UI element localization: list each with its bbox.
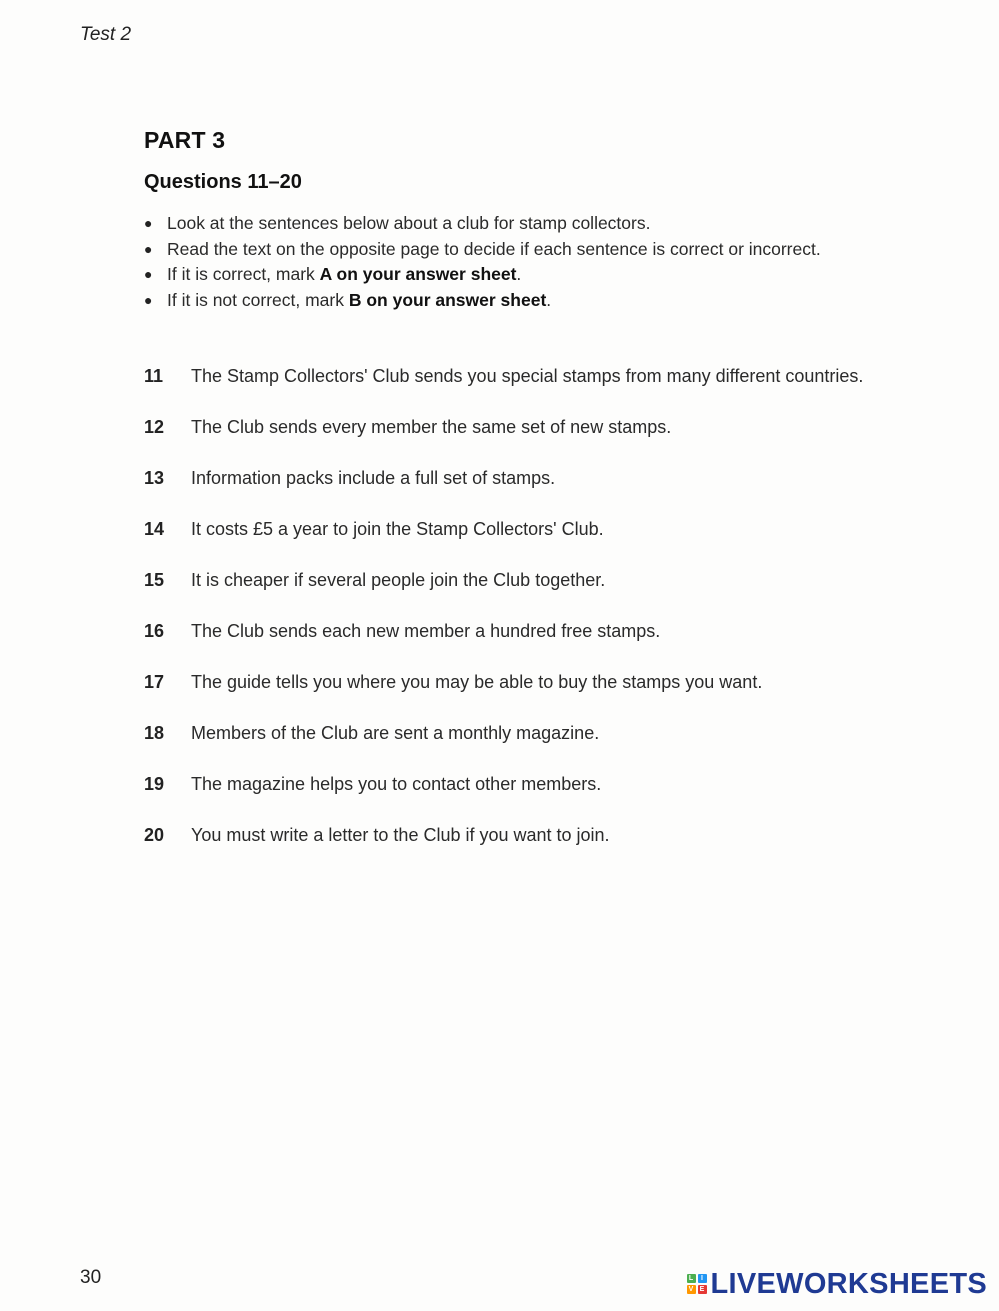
question-number: 17 bbox=[144, 672, 165, 692]
question-text: The Club sends every member the same set of new stamps. bbox=[191, 417, 672, 437]
part-title: PART 3 bbox=[144, 127, 226, 153]
question-item bbox=[144, 363, 863, 414]
question-item bbox=[144, 465, 863, 516]
question-text: The magazine helps you to contact other members. bbox=[191, 774, 602, 794]
logo-tile: V bbox=[687, 1285, 696, 1294]
question-item bbox=[144, 516, 863, 567]
question-text: You must write a letter to the Club if you want to join. bbox=[191, 825, 610, 845]
question-item bbox=[144, 669, 863, 720]
question-number: 20 bbox=[144, 825, 165, 845]
liveworksheets-logo-icon bbox=[687, 1274, 707, 1294]
instruction-bold-text: B on your answer sheet bbox=[348, 289, 547, 310]
instruction-text-end: . bbox=[546, 289, 552, 310]
liveworksheets-brand[interactable] bbox=[687, 1266, 988, 1302]
question-text: It costs £5 a year to join the Stamp Collectors' Club. bbox=[191, 519, 604, 539]
question-number: 19 bbox=[144, 774, 165, 794]
questions-heading: Questions 11–20 bbox=[144, 171, 302, 193]
question-text: Members of the Club are sent a monthly magazine. bbox=[191, 723, 600, 743]
instruction-text: If it is correct, mark bbox=[167, 264, 320, 284]
question-number: 14 bbox=[144, 519, 165, 539]
logo-tile: L bbox=[687, 1274, 696, 1283]
page-header: Test 2 bbox=[80, 24, 132, 45]
liveworksheets-wordmark: LIVEWORKSHEETS bbox=[710, 1268, 987, 1300]
question-item bbox=[144, 414, 863, 465]
instruction-item bbox=[144, 237, 821, 263]
instruction-bold-text: A on your answer sheet bbox=[319, 264, 517, 284]
logo-tile: E bbox=[698, 1285, 707, 1294]
question-number: 13 bbox=[144, 468, 165, 488]
instructions-list bbox=[144, 211, 821, 313]
instruction-text: If it is not correct, mark bbox=[167, 289, 349, 310]
bullet-icon: ● bbox=[144, 266, 153, 282]
question-item bbox=[144, 618, 863, 669]
instruction-item bbox=[144, 262, 821, 288]
question-number: 15 bbox=[144, 570, 165, 590]
logo-tile: I bbox=[698, 1274, 707, 1283]
instruction-item bbox=[144, 211, 821, 237]
question-number: 12 bbox=[144, 417, 165, 437]
question-text: The Club sends each new member a hundred free stamps. bbox=[191, 621, 661, 641]
bullet-icon: ● bbox=[144, 215, 153, 231]
question-text: Information packs include a full set of stamps. bbox=[191, 468, 556, 488]
question-text: The guide tells you where you may be able to buy the stamps you want. bbox=[191, 672, 763, 692]
instruction-text: Look at the sentences below about a club for stamp collectors. bbox=[167, 213, 651, 233]
question-text: It is cheaper if several people join the Club together. bbox=[191, 570, 606, 590]
question-number: 16 bbox=[144, 621, 165, 641]
instruction-text-end: . bbox=[516, 264, 522, 284]
page-number: 30 bbox=[80, 1267, 102, 1288]
bullet-icon: ● bbox=[144, 291, 153, 308]
question-number: 11 bbox=[144, 366, 164, 386]
question-item bbox=[144, 822, 863, 873]
question-text: The Stamp Collectors' Club sends you special stamps from many different countries. bbox=[191, 366, 864, 386]
instruction-text: Read the text on the opposite page to decide if each sentence is correct or incorrect. bbox=[167, 238, 821, 259]
question-number: 18 bbox=[144, 723, 165, 743]
question-item bbox=[144, 567, 863, 618]
question-item bbox=[144, 720, 863, 771]
instruction-item bbox=[144, 288, 821, 314]
bullet-icon: ● bbox=[144, 240, 153, 257]
question-list bbox=[144, 363, 863, 873]
question-item bbox=[144, 771, 863, 822]
